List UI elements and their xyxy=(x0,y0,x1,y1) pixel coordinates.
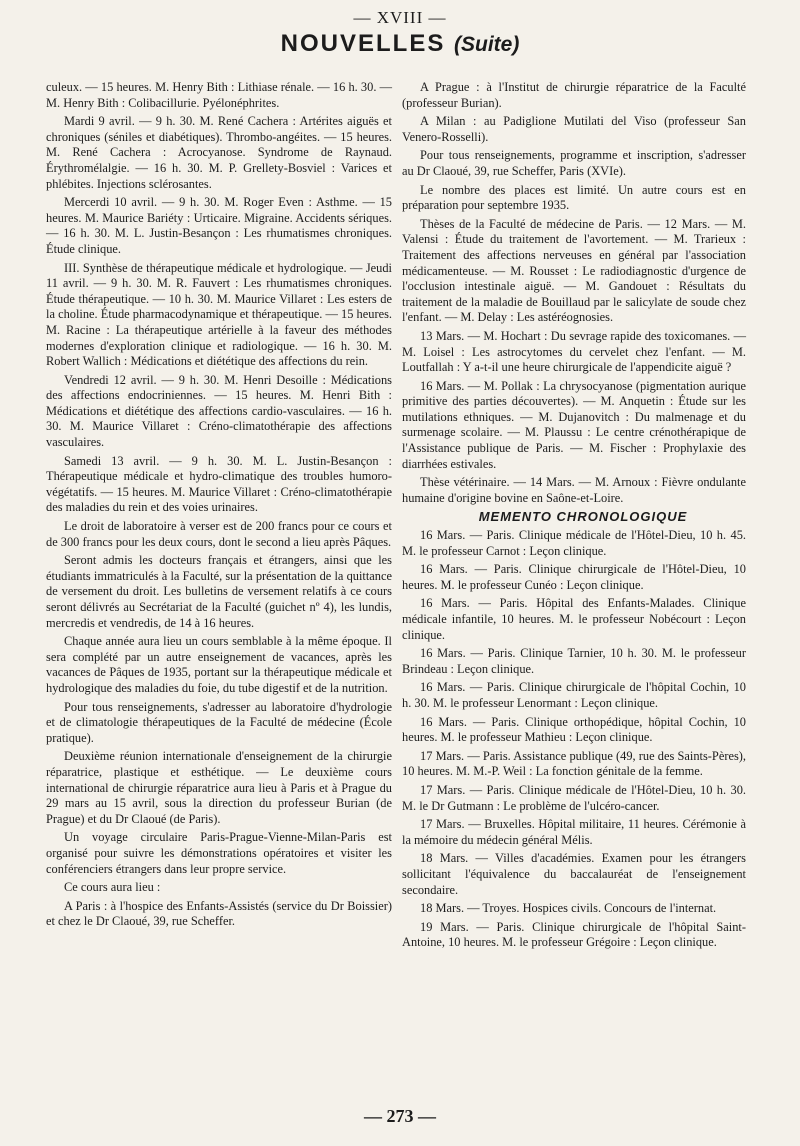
paragraph: Le nombre des places est limité. Un autre cours est en préparation pour septembre 1935. xyxy=(402,182,746,213)
memento-entry: 16 Mars. — Paris. Clinique médicale de l'Hôtel-Dieu, 10 h. 45. M. le professeur Carnot : Leçon clinique. xyxy=(402,528,746,558)
memento-entry: 16 Mars. — Paris. Hôpital des Enfants-Malades. Clinique médicale infantile, 10 heures. M. le professeur Nobécourt : Leçon clinique. xyxy=(402,596,746,642)
paragraph: Un voyage circulaire Paris-Prague-Vienne-Milan-Paris est organisé pour suivre les démonstrations opératoires et visiter les conférenciers étrangers dans leur propre service. xyxy=(46,830,392,876)
paragraph: Ce cours aura lieu : xyxy=(64,880,161,895)
paragraph: 16 Mars. — M. Pollak : La chrysocyanose (pigmentation aurique primitive des parties découvertes). — M. Anquetin : Étude sur les mutilations ethniques. — M. Dujanovitch : Du malmenage et du surmenage scolaire. — M. Plaussu : Le centre crénothérapique de l'Assistance publique de Paris. — M. Fischer : Prophylaxie des diarrhées estivales. xyxy=(402,378,746,471)
paragraph: Vendredi 12 avril. — 9 h. 30. M. Henri Desoille : Médications des affections endocriniennes. — 15 heures. M. Henri Bith : Médications et diététique des affections cardio-vasculaires. — 16 h. 30. M. Maurice Villaret : Créno-climatothérapie des affections vasculaires. xyxy=(46,372,392,450)
memento-entry: 19 Mars. — Paris. Clinique chirurgicale de l'hôpital Saint-Antoine, 10 heures. M. le professeur Grégoire : Leçon clinique. xyxy=(402,919,746,950)
paragraph: 13 Mars. — M. Hochart : Du sevrage rapide des toxicomanes. — M. Loisel : Les astrocytomes du cervelet chez l'enfant. — M. Loutfallah : Y a-t-il une heure chirurgicale de l'appendicite aiguë ? xyxy=(402,328,746,375)
roman-folio: — XVIII — xyxy=(353,8,447,27)
paragraph: Chaque année aura lieu un cours semblable à la même époque. Il sera complété par un autre enseignement de vacances, après les vacances de Pâques de 1935, portant sur la thérapeutique médicale et hydrologique des maladies du foie, du tube digestif et de la nutrition. xyxy=(46,634,392,695)
memento-entry: 16 Mars. — Paris. Clinique orthopédique, hôpital Cochin, 10 heures. M. le professeur Mathieu : Leçon clinique. xyxy=(402,714,746,745)
paragraph: A Prague : à l'Institut de chirurgie réparatrice de la Faculté (professeur Burian). xyxy=(402,80,746,110)
paragraph: Le droit de laboratoire à verser est de 200 francs pour ce cours et de 300 francs pour les deux cours, dont le second a lieu après Pâques. xyxy=(46,519,392,549)
these-veterinaire-paragraph: Thèse vétérinaire. — 14 Mars. — M. Arnoux : Fièvre ondulante humaine d'origine bovine en Saône-et-Loire. xyxy=(402,475,746,505)
paragraph: III. Synthèse de thérapeutique médicale et hydrologique. — Jeudi 11 avril. — 9 h. 30. M. R. Fauvert : Les rhumatismes chroniques. Étude thérapeutique. — 10 h. 30. M. Maurice Villaret : Les esters de la choline. Étude pharmacodynamique et thérapeutique. — 15 heures. M. Racine : La thérapeutique artérielle à la faveur des méthodes modernes d'exploration clinique et radiologique. — 16 h. 30. M. Robert Wallich : Médications et diététique des affections du rein. xyxy=(46,260,392,369)
section-title-main: NOUVELLES xyxy=(280,30,446,57)
paragraph: Seront admis les docteurs français et étrangers, ainsi que les étudiants immatriculés à la Faculté, sur la présentation de la quittance de versement du droit. Les bulletins de versement relatifs à ce cours seront délivrés au Secrétariat de la Faculté (guichet nº 4), les lundis, mercredis et vendredis, de 14 à 16 heures. xyxy=(46,553,392,630)
paragraph: Pour tous renseignements, s'adresser au laboratoire d'hydrologie et de climatologie thérapeutiques de la Faculté de médecine (École pratique). xyxy=(46,699,392,745)
paragraph: Mercerdi 10 avril. — 9 h. 30. M. Roger Even : Asthme. — 15 heures. M. Maurice Bariéty : Urticaire. Migraine. Accidents sériques. — 16 h. 30. M. L. Justin-Besançon : Les rhumatismes chroniques. Étude clinique. xyxy=(46,195,392,256)
paragraph: culeux. — 15 heures. M. Henry Bith : Lithiase rénale. — 16 h. 30. — M. Henry Bith : Colibacillurie. Pyélonéphrites. xyxy=(46,80,392,110)
paragraph: A Milan : au Padiglione Mutilati del Viso (professeur San Venero-Rosselli). xyxy=(402,114,746,144)
memento-entry: 17 Mars. — Paris. Clinique médicale de l'Hôtel-Dieu, 10 h. 30. M. le Dr Gutmann : Le problème de l'ulcéro-cancer. xyxy=(402,782,746,813)
memento-entry: 17 Mars. — Paris. Assistance publique (49, rue des Saints-Pères), 10 heures. M. M.-P. Weil : La fonction génitale de la femme. xyxy=(402,748,746,779)
memento-entry: 17 Mars. — Bruxelles. Hôpital militaire, 11 heures. Cérémonie à la mémoire du médecin général Mélis. xyxy=(402,817,746,847)
page-number: — 273 — xyxy=(364,1106,436,1126)
memento-entry: 16 Mars. — Paris. Clinique Tarnier, 10 h. 30. M. le professeur Brindeau : Leçon clinique. xyxy=(402,646,746,676)
theses-paragraph: Thèses de la Faculté de médecine de Paris. — 12 Mars. — M. Valensi : Étude du traitement de l'avortement. — M. Trarieux : Traitement des affections nerveuses en général par l'association médicamenteuse. — M. Rousset : Le radiodiagnostic d'urgence de l'occlusion intestinale aiguë. — M. Gandouet : Résultats du traitement de la maladie de Bouillaud par le salicylate de soude chez l'enfant. — M. Delay : Les astéréognosies. xyxy=(402,216,746,325)
memento-entry: 18 Mars. — Troyes. Hospices civils. Concours de l'internat. xyxy=(420,901,717,916)
memento-entry: 16 Mars. — Paris. Clinique chirurgicale de l'Hôtel-Dieu, 10 heures. M. le professeur Cunéo : Leçon clinique. xyxy=(402,562,746,592)
paragraph: Pour tous renseignements, programme et inscription, s'adresser au Dr Claoué, 39, rue Scheffer, Paris (XVIe). xyxy=(402,148,746,178)
section-title xyxy=(0,30,800,58)
memento-entry: 18 Mars. — Villes d'académies. Examen pour les étrangers sollicitant l'équivalence du baccalauréat de l'enseignement secondaire. xyxy=(402,851,746,897)
left-column xyxy=(46,80,392,933)
paragraph-heading: Deuxième réunion internationale d'enseignement de la chirurgie réparatrice, plastique et esthétique. — Le deuxième cours international de chirurgie réparatrice aura lieu à Paris et à Prague du 29 mars au 15 avril, sous la direction du professeur Burian (de Prague) et du Dr Claoué (de Paris). xyxy=(46,749,392,826)
memento-entry: 16 Mars. — Paris. Clinique chirurgicale de l'hôpital Cochin, 10 h. 30. M. le professeur Lenormant : Leçon clinique. xyxy=(402,680,746,710)
section-title-suite: (Suite) xyxy=(454,33,520,56)
paragraph: Samedi 13 avril. — 9 h. 30. M. L. Justin-Besançon : Thérapeutique médicale et hydro-climatique des troubles humoro-végétatifs. — 15 heures. M. Maurice Villaret : Créno-climatothérapie des maladies du rein et des voies urinaires. xyxy=(46,453,392,515)
memento-heading: MEMENTO CHRONOLOGIQUE xyxy=(478,509,688,525)
paragraph: A Paris : à l'hospice des Enfants-Assistés (service du Dr Boissier) et chez le Dr Claoué, 39, rue Scheffer. xyxy=(46,898,392,929)
right-column xyxy=(402,80,746,954)
paragraph: Mardi 9 avril. — 9 h. 30. M. René Cachera : Artérites aiguës et chroniques (séniles et diabétiques). Thrombo-angéites. — 15 heures. M. René Cachera : Acrocyanose. Syndrome de Raynaud. Érythromélalgie. — 16 h. 30. M. P. Grellety-Bosviel : Varices et phlébites. Injections sclérosantes. xyxy=(46,114,392,191)
